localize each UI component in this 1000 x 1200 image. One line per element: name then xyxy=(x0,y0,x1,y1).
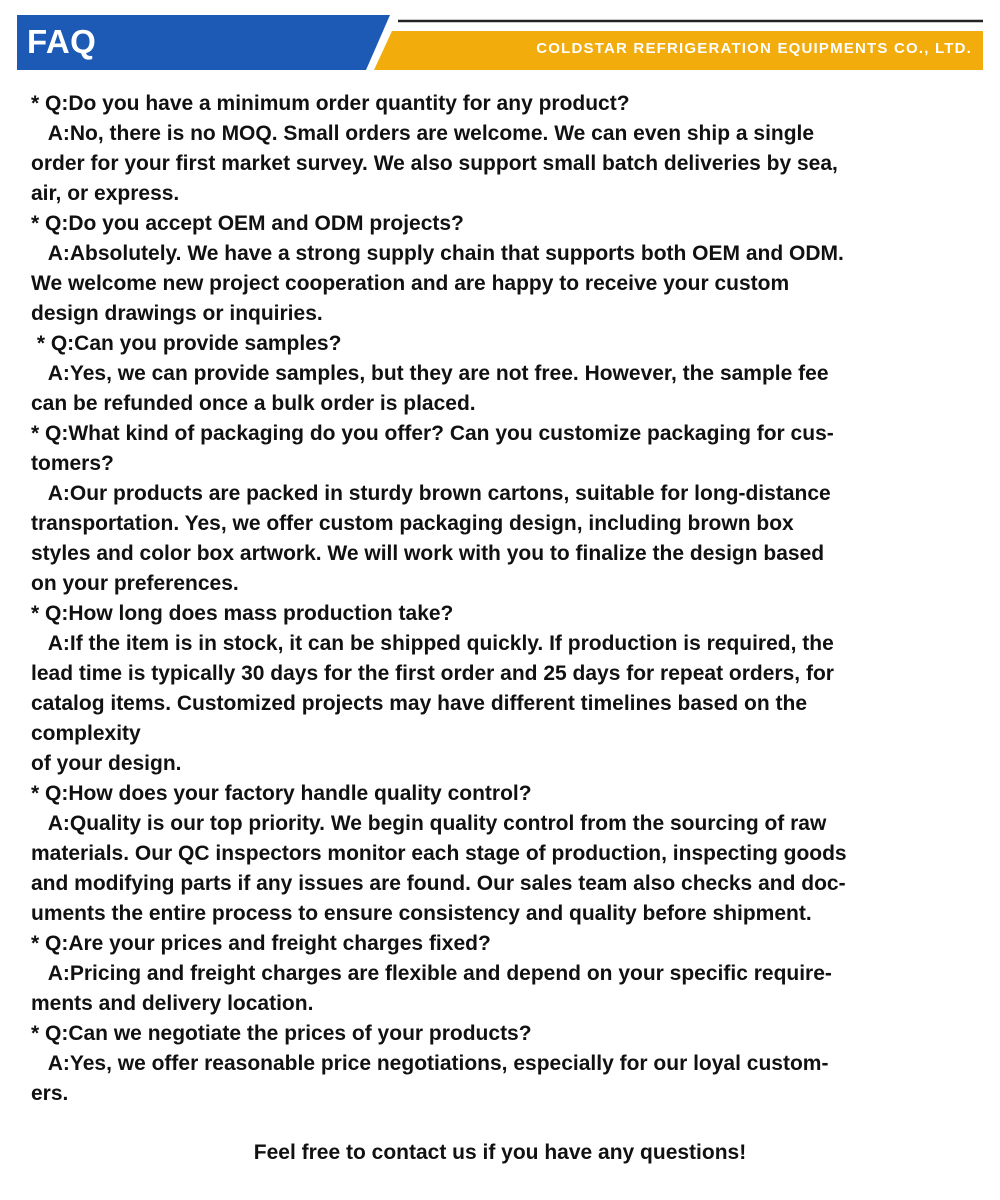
faq-text-line: styles and color box artwork. We will work with you to finalize the design based xyxy=(31,542,825,565)
faq-text-line: of your design. xyxy=(31,752,182,775)
faq-answer-line: A:Our products are packed in sturdy brown cartons, suitable for long-distance xyxy=(31,482,831,505)
faq-question-line: * Q:Are your prices and freight charges fixed? xyxy=(31,932,491,955)
faq-answer-line: A:No, there is no MOQ. Small orders are welcome. We can even ship a single xyxy=(31,122,815,145)
faq-text-line: design drawings or inquiries. xyxy=(31,302,323,325)
faq-text-line: on your preferences. xyxy=(31,572,239,595)
faq-text-line: materials. Our QC inspectors monitor each stage of production, inspecting goods xyxy=(31,842,847,865)
faq-question-line: * Q:What kind of packaging do you offer? Can you customize packaging for cus- xyxy=(31,422,834,445)
faq-text-line: ments and delivery location. xyxy=(31,992,314,1015)
faq-text-line: catalog items. Customized projects may have different timelines based on the xyxy=(31,692,808,715)
faq-text-line: and modifying parts if any issues are found. Our sales team also checks and doc- xyxy=(31,872,846,895)
faq-text-line: complexity xyxy=(31,722,141,745)
faq-text-line: air, or express. xyxy=(31,182,180,205)
faq-question-line: * Q:How long does mass production take? xyxy=(31,602,454,625)
faq-text-line: tomers? xyxy=(31,452,114,475)
faq-text-line: lead time is typically 30 days for the first order and 25 days for repeat orders, for xyxy=(31,662,834,685)
faq-text-line: can be refunded once a bulk order is placed. xyxy=(31,392,476,415)
faq-answer-line: A:Pricing and freight charges are flexible and depend on your specific require- xyxy=(31,962,832,985)
closing-note: Feel free to contact us if you have any questions! xyxy=(253,1141,747,1164)
faq-answer-line: A:If the item is in stock, it can be shipped quickly. If production is required, the xyxy=(31,632,834,655)
faq-header-banner xyxy=(0,0,1000,80)
faq-question-line: * Q:How does your factory handle quality control? xyxy=(31,782,532,805)
faq-answer-line: A:Yes, we offer reasonable price negotiations, especially for our loyal custom- xyxy=(31,1052,829,1075)
faq-question-line: * Q:Can you provide samples? xyxy=(31,332,342,355)
faq-answer-line: A:Quality is our top priority. We begin quality control from the sourcing of raw xyxy=(31,812,827,835)
page-title: FAQ xyxy=(27,23,97,60)
faq-question-line: * Q:Can we negotiate the prices of your products? xyxy=(31,1022,532,1045)
faq-question-line: * Q:Do you have a minimum order quantity for any product? xyxy=(31,92,630,115)
faq-answer-line: A:Yes, we can provide samples, but they are not free. However, the sample fee xyxy=(31,362,829,385)
faq-text-line: order for your first market survey. We also support small batch deliveries by sea, xyxy=(31,152,838,175)
faq-text-line: uments the entire process to ensure consistency and quality before shipment. xyxy=(31,902,812,925)
faq-content xyxy=(31,89,971,1109)
faq-text-line: ers. xyxy=(31,1082,69,1105)
faq-question-line: * Q:Do you accept OEM and ODM projects? xyxy=(31,212,464,235)
faq-text-line: transportation. Yes, we offer custom packaging design, including brown box xyxy=(31,512,794,535)
company-name: COLDSTAR REFRIGERATION EQUIPMENTS CO., LTD. xyxy=(536,40,972,57)
faq-answer-line: A:Absolutely. We have a strong supply chain that supports both OEM and ODM. xyxy=(31,242,844,265)
faq-text-line: We welcome new project cooperation and are happy to receive your custom xyxy=(31,272,790,295)
